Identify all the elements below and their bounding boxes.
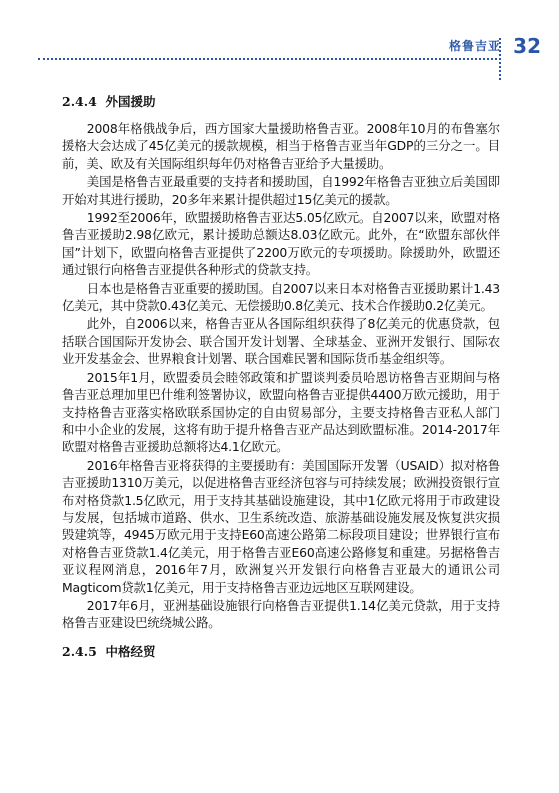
section-number: 2.4.5	[62, 643, 97, 659]
paragraph-6: 2015年1月，欧盟委员会睦邻政策和扩盟谈判委员哈恩访格鲁吉亚期间与格鲁吉亚总理加里巴什维利签署协议，欧盟向格鲁吉亚提供4400万欧元援助，用于支持格鲁吉亚落实格欧联系国协定的自由贸易部分，主要支持格鲁吉亚私人部门和中小企业的发展，这将有助于提升格鲁吉亚产品达到欧盟标准。2014-2017年欧盟对格鲁吉亚援助总额将达4.1亿欧元。	[62, 369, 500, 455]
running-header-label: 格鲁吉亚	[448, 39, 501, 53]
paragraph-3: 1992至2006年，欧盟援助格鲁吉亚达5.05亿欧元。自2007以来，欧盟对格鲁吉亚援助2.98亿欧元，累计援助总额达8.03亿欧元。此外，在“欧盟东部伙伴国”计划下，欧盟向格鲁吉亚提供了2200万欧元的专项援助。除援助外，欧盟还通过银行向格鲁吉亚提供各种形式的贷款支持。	[62, 210, 500, 278]
header-dotted-divider	[499, 38, 501, 80]
page-number: 32	[513, 34, 541, 58]
section-title: 中格经贸	[105, 643, 156, 659]
paragraph-7: 2016年格鲁吉亚将获得的主要援助有：美国国际开发署（USAID）拟对格鲁吉亚援助1310万美元，以促进格鲁吉亚经济包容与可持续发展；欧洲投资银行宣布对格贷款1.5亿欧元，用于支持其基础设施建设，其中1亿欧元将用于市政建设与发展，包括城市道路、供水、卫生系统改造、旅游基础设施发展及恢复洪灾损毁建筑等，4945万欧元用于支持E60高速公路第二标段项目建设；世界银行宣布对格鲁吉亚贷款1.4亿美元，用于格鲁吉亚E60高速公路修复和重建。另据格鲁吉亚议程网消息，2016年7月，欧洲复兴开发银行向格鲁吉亚最大的通讯公司Magticom贷款1亿美元，用于支持格鲁吉亚边远地区互联网建设。	[62, 457, 500, 595]
section-title: 外国援助	[105, 94, 156, 109]
page-header	[0, 34, 559, 60]
page-body	[62, 92, 500, 670]
section-heading-2-4-4	[62, 92, 500, 110]
header-dotted-rule	[38, 58, 501, 60]
section-heading-2-4-5	[62, 642, 500, 660]
paragraph-4: 日本也是格鲁吉亚重要的援助国。自2007以来日本对格鲁吉亚援助累计1.43亿美元，其中贷款0.43亿美元、无偿援助0.8亿美元、技术合作援助0.2亿美元。	[62, 280, 500, 314]
section-number: 2.4.4	[62, 94, 97, 109]
paragraph-5: 此外，自2006以来，格鲁吉亚从各国际组织获得了8亿美元的优惠贷款，包括联合国国际开发协会、联合国开发计划署、全球基金、亚洲开发银行、国际农业开发基金会、世界粮食计划署、联合国难民署和国际货币基金组织等。	[62, 316, 500, 367]
paragraph-1: 2008年格俄战争后，西方国家大量援助格鲁吉亚。2008年10月的布鲁塞尔援格大会达成了45亿美元的援款规模，相当于格鲁吉亚当年GDP的三分之一。目前，美、欧及有关国际组织每年仍对格鲁吉亚给予大量援助。	[62, 121, 500, 171]
paragraph-8: 2017年6月，亚洲基础设施银行向格鲁吉亚提供1.14亿美元贷款，用于支持格鲁吉亚建设巴统绕城公路。	[62, 597, 500, 631]
paragraph-2: 美国是格鲁吉亚最重要的支持者和援助国，自1992年格鲁吉亚独立后美国即开始对其进行援助，20多年来累计提供超过15亿美元的援款。	[62, 174, 500, 207]
